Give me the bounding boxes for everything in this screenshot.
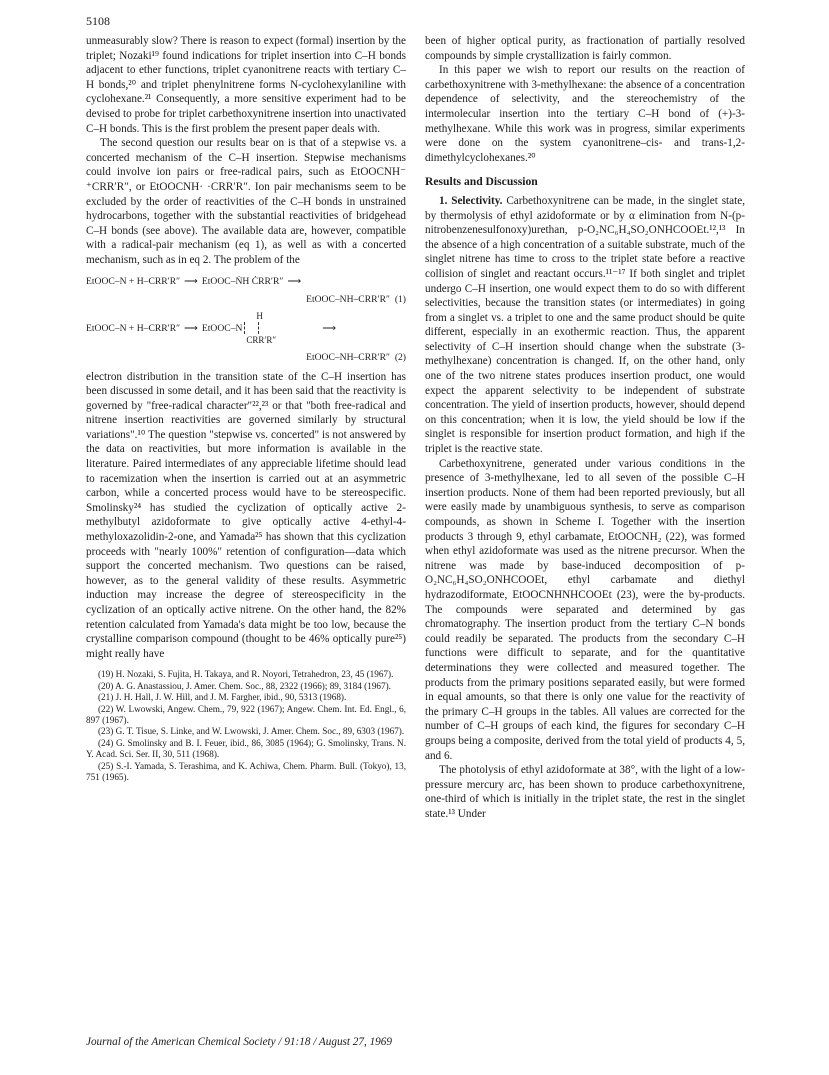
- footnote: (21) J. H. Hall, J. W. Hill, and J. M. Fargher, ibid., 90, 5313 (1968).: [98, 692, 347, 703]
- paragraph-text: Carbethoxynitrene can be made, in the singlet state, by thermolysis of ethyl azidoformate or by α elimination from N-(p-nitrobenzenesulfonoxy)urethan, p-O₂NC₆H₄SO₂ONHCOOEt.¹²,¹³ In the absence of a high concentration of a suitable substrate, much of the singlet nitrene has time to cross to the triplet state before a reactive collision of singlet and reactant occurs.¹¹⁻¹⁷ If both singlet and triplet undergo C–H insertion, one would expect them to do so with different selectivities, because the transition states (or intermediates) in going from a singlet vs. a triplet to one and the same product should be quite different, especially in an exothermic reaction. Thus, the apparent selectivity of C–H insertion should change when the substrate (3-methylhexane) concentration is changed. If, on the other hand, only one of the two nitrene states produces insertion product, one would expect the apparent selectivity to be independent of substrate concentration. The yield of insertion products, however, should depend on this concentration; when it is low, the yield should be low if the singlet is responsible for insertion product formation, and high if the triplet is the reactive state.: [425, 194, 745, 456]
- eq2-ts-n: EtOOC–N: [201, 322, 243, 334]
- eq1-reactants: EtOOC–N + H–CRR′R″: [86, 275, 181, 287]
- equation-2-row: [86, 312, 406, 346]
- eq1-intermediate: EtOOC–ṄH ĊRR′R″: [201, 275, 284, 287]
- eq2-reactants: EtOOC–N + H–CRR′R″: [86, 322, 181, 334]
- paragraph: [425, 194, 745, 457]
- paragraph: The second question our results bear on is that of a stepwise vs. a concerted mechanism of the C–H insertion. Stepwise mechanisms could involve ion pairs or free-radical pairs, such as EtOOCNH⁻ ⁺CRR′R″, or EtOOCNH· ·CRR′R″. Ion pair mechanisms seem to be excluded by the order of reactivities of the C–H bonds in unstrained hydrocarbons, together with the substantial reactivities of bridgehead C–H bonds (see above). The available data are, however, compatible with a radical-pair mechanism (eq 1), as well as with a concerted mechanism, such as in eq 2. The problem of the: [86, 137, 406, 266]
- arrow-icon: ⟶: [184, 322, 198, 334]
- eq1-product: EtOOC–NH–CRR′R″: [306, 293, 391, 305]
- paragraph: been of higher optical purity, as fractionation of partially resolved compounds by simple crystallization is fairly common.: [425, 35, 745, 62]
- paragraph: electron distribution in the transition state of the C–H insertion has been discussed in some detail, and it has been said that the reactivity is governed by "free-radical character"²²,²³ or that "both free-radical and nitrene insertion reactivities are governed similarly by structural variations".¹⁰ The question "stepwise vs. concerted" is not answered by the data on reactivities, but more information is available in the literature. Paired intermediates of any appreciable lifetime should lead to racemization when the insertion is carried out at an asymmetric carbon, while a concerted process would have to be stereospecific. Smolinsky²⁴ has studied the cyclization of optically active 2-methylbutyl azidoformate to give optically active 4-ethyl-4-methyloxazolidin-2-one, and Yamada²⁵ has shown that this cyclization proceeds with "nearly 100%" retention of configuration—data which support the concerted mechanism. Two questions can be raised, however, as to the general validity of these results. Asymmetric induction may increase the degree of stereospecificity in the cyclization of an optically active nitrene. On the other hand, the 82% retention calculated from Yamada's data might be too low, because the crystalline comparison compound (thought to be 46% optically pure²⁵) might really have: [86, 370, 406, 660]
- arrow-icon: ⟶: [287, 275, 302, 287]
- footnote: (23) G. T. Tisue, S. Linke, and W. Lwowski, J. Amer. Chem. Soc., 89, 6303 (1967).: [98, 726, 405, 737]
- eq2-product: EtOOC–NH–CRR′R″: [306, 351, 391, 363]
- equation-2-product-row: [86, 352, 406, 364]
- eq1-number: (1): [394, 293, 406, 305]
- eq2-number: (2): [394, 351, 406, 363]
- footnote: (20) A. G. Anastassiou, J. Amer. Chem. Soc., 88, 2322 (1966); 89, 3184 (1967).: [98, 680, 391, 691]
- section-title: Results and Discussion: [425, 175, 538, 189]
- paragraph: In this paper we wish to report our results on the reaction of carbethoxynitrene with 3-methylhexane: the absence of a concentration dependence of selectivity, and the stereochemistry of the intermolecular insertion into the tertiary C–H bond of (+)-3-methylhexane. While this work was in progress, similar experiments were done on the system cyanonitrene–cis- and trans-1,2-dimethylcyclohexanes.²⁰: [425, 64, 745, 164]
- ts-bond: [258, 322, 259, 334]
- ts-c: CRR′R″: [246, 334, 277, 345]
- journal-footer: Journal of the American Chemical Society / 91:18 / August 27, 1969: [86, 1036, 392, 1048]
- ts-bond: [244, 322, 245, 334]
- equation-1-row: [86, 276, 406, 288]
- transition-state: [242, 312, 300, 346]
- subsection-lead: 1. Selectivity.: [439, 194, 503, 207]
- paragraph: unmeasurably slow? There is reason to expect (formal) insertion by the triplet; Nozaki¹⁹ found indications for triplet insertion into C–H bonds adjacent to ether functions, triplet cyanonitrene reacts with tertiary C–H bonds,²⁰ and triplet phenylnitrene forms N-cyclohexylaniline with cyclohexane.²¹ Consequently, a more sensitive experiment had to be devised to probe for triplet carbethoxynitrene insertion into unactivated C–H bonds. This is the first problem the present paper deals with.: [86, 35, 406, 135]
- footnotes: [86, 669, 406, 783]
- equation-1-product-row: [86, 294, 406, 306]
- page-number: 5108: [86, 14, 110, 28]
- right-column: [425, 34, 745, 821]
- reaction-scheme: [86, 276, 406, 364]
- ts-h: H: [256, 310, 263, 321]
- footnote: (25) S.-I. Yamada, S. Terashima, and K. Achiwa, Chem. Pharm. Bull. (Tokyo), 13, 751 (1965).: [86, 760, 406, 783]
- paragraph: Carbethoxynitrene, generated under various conditions in the presence of 3-methylhexane, led to all seven of the possible C–H insertion products. None of them had been reported previously, but all were easily made by unambiguous synthesis, to serve as comparison compounds, as shown in Scheme I. Together with the insertion products 3 through 9, ethyl carbamate, EtOOCNH₂ (22), was formed when ethyl azidoformate was used as the nitrene precursor. When the nitrene was made by base-induced decomposition of p-O₂NC₆H₄SO₂ONHCOOEt, ethyl carbamate and diethyl hydrazodiformate, EtOOCNHNHCOOEt (23), were the by-products. The compounds were separated and determined by gas chromatography. The insertion product from the tertiary C–N bonds could readily be separated. The products from the secondary C–H functions were difficult to separate, and for the quantitative determinations they were collected and measured together. The products from the primary positions separated easily, but were formed in equal amounts, so that there is only one value for the reactivity of the primary C–H groups in the tables. All values are corrected for the number of C–H groups of each kind, the figures for secondary C–H groups being a composite, derived from the total yield of products 4, 5, and 6.: [425, 457, 745, 762]
- arrow-icon: ⟶: [322, 322, 337, 334]
- footnote: (24) G. Smolinsky and B. I. Feuer, ibid., 86, 3085 (1964); G. Smolinsky, Trans. N. Y. Acad. Sci. Ser. II, 30, 511 (1968).: [86, 737, 406, 760]
- footnote: (22) W. Lwowski, Angew. Chem., 79, 922 (1967); Angew. Chem. Int. Ed. Engl., 6, 897 (1967).: [86, 703, 406, 725]
- left-column: [86, 34, 406, 783]
- paragraph: The photolysis of ethyl azidoformate at 38°, with the light of a low-pressure mercury arc, has been shown to produce carbethoxynitrene, one-third of which is initially in the triplet state, the rest in the singlet state.¹³ Under: [425, 764, 745, 820]
- footnote: (19) H. Nozaki, S. Fujita, H. Takaya, and R. Noyori, Tetrahedron, 23, 45 (1967).: [98, 669, 394, 680]
- arrow-icon: ⟶: [184, 275, 198, 287]
